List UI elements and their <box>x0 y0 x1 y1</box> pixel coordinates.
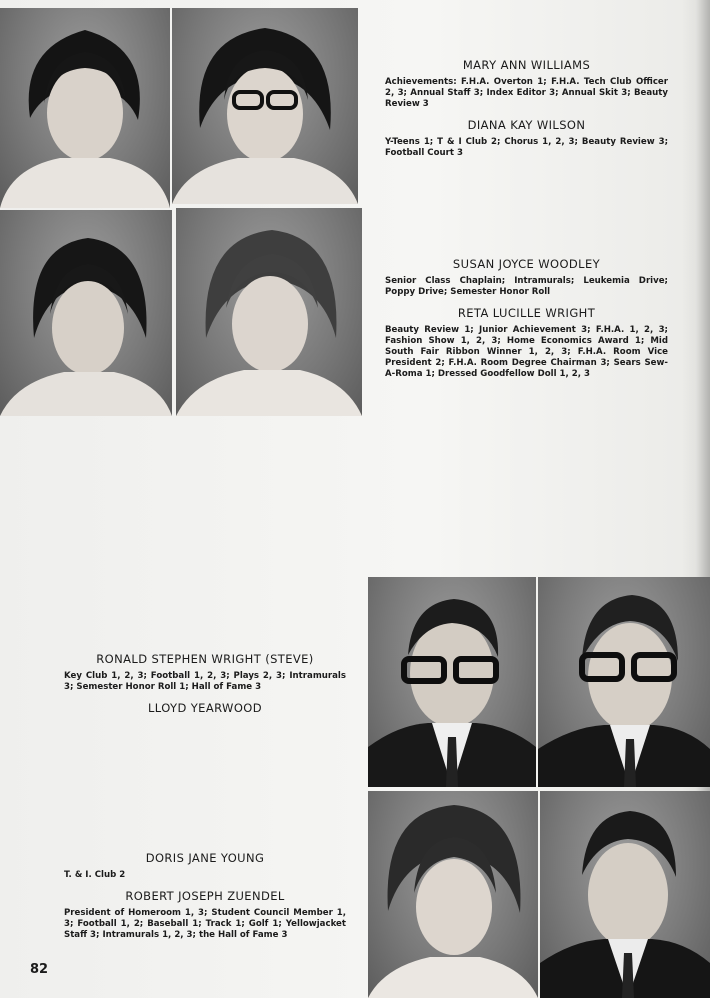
portrait-photo <box>368 577 536 787</box>
student-name: SUSAN JOYCE WOODLEY <box>452 257 601 271</box>
student-name: DIANA KAY WILSON <box>467 118 586 132</box>
student-name: RONALD STEPHEN WRIGHT (STEVE) <box>96 652 314 666</box>
student-name: DORIS JANE YOUNG <box>145 851 265 865</box>
portrait-photo <box>176 208 362 416</box>
student-activities: Achievements: F.H.A. Overton 1; F.H.A. Tech Club Officer 2, 3; Annual Staff 3; Index Editor 3; Annual Skit 3; Beauty Review 3 <box>385 77 668 109</box>
page-number: 82 <box>30 962 49 977</box>
student-activities: Y-Teens 1; T & I Club 2; Chorus 1, 2, 3; Beauty Review 3; Football Court 3 <box>385 137 668 158</box>
student-name: ROBERT JOSEPH ZUENDEL <box>125 889 285 903</box>
portrait-photo <box>0 210 172 416</box>
student-entry <box>385 257 668 388</box>
student-activities: President of Homeroom 1, 3; Student Council Member 1, 3; Football 1, 2; Baseball 1; Track 1; Golf 1; Yellowjacket Staff 3; Intramurals 1, 2, 3; the Hall of Fame 3 <box>64 908 346 940</box>
student-entry <box>64 652 346 720</box>
student-name: LLOYD YEARWOOD <box>148 701 262 715</box>
student-activities: Senior Class Chaplain; Intramurals; Leukemia Drive; Poppy Drive; Semester Honor Roll <box>385 276 668 297</box>
student-name: RETA LUCILLE WRIGHT <box>457 306 596 320</box>
student-activities: Beauty Review 1; Junior Achievement 3; F.H.A. 1, 2, 3; Fashion Show 1, 2, 3; Home Economics Award 1; Mid South Fair Ribbon Winner 1, 2, 3; F.H.A. Room Vice President 2; F.H.A. Room Degree Chairman 3; Sears Sew-A-Roma 1; Dressed Goodfellow Doll 1, 2, 3 <box>385 325 668 379</box>
portrait-photo <box>368 791 538 998</box>
portrait-photo <box>538 577 710 787</box>
student-entry <box>385 58 668 167</box>
portrait-photo <box>0 8 170 208</box>
student-name: MARY ANN WILLIAMS <box>462 58 591 72</box>
portrait-photo <box>540 791 710 998</box>
portrait-photo <box>172 8 358 204</box>
student-entry <box>64 851 346 949</box>
student-activities: T. & I. Club 2 <box>64 870 126 880</box>
student-activities: Key Club 1, 2, 3; Football 1, 2, 3; Plays 2, 3; Intramurals 3; Semester Honor Roll 1; Hall of Fame 3 <box>64 671 346 692</box>
